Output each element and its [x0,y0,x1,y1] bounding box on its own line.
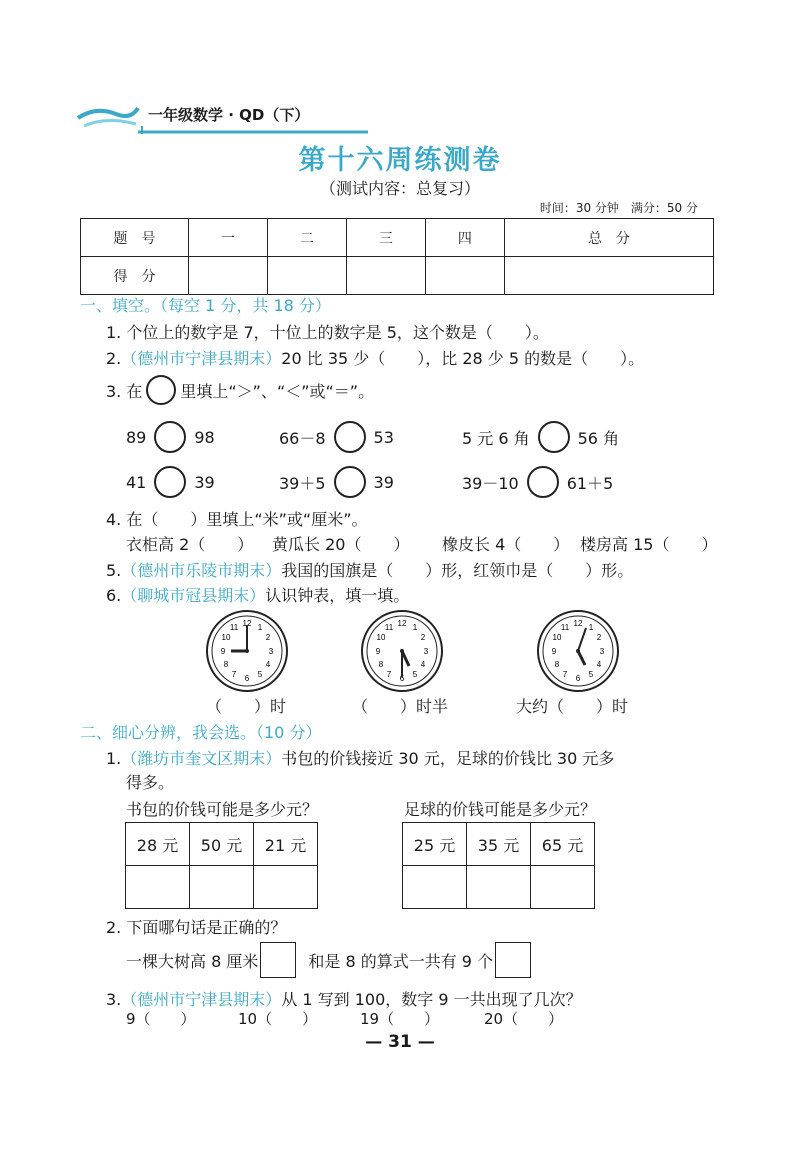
bag-question: 书包的价钱可能是多少元？ [126,800,319,819]
table-cell: 得 分 [81,257,189,295]
table-cell: 总 分 [504,219,713,257]
q3-option: 20（ ） [484,1010,564,1028]
svg-text:8: 8 [378,660,384,669]
bag-options-table [125,822,318,909]
svg-text:11: 11 [560,623,570,632]
source-tag: （德州市宁津县期末） [121,990,282,1009]
answer-cell[interactable] [190,866,254,909]
question-text: 得多。 [126,773,175,792]
svg-text:7: 7 [562,670,568,679]
svg-text:2: 2 [596,633,602,642]
score-input-cell[interactable] [425,257,504,295]
score-table [80,218,714,295]
compare-right: 39 [373,472,394,492]
page-title: 第十六周练测卷 [298,145,502,176]
svg-text:1: 1 [412,623,418,632]
question-text: 认识钟表，填一填。 [265,586,410,605]
answer-cell[interactable] [467,866,531,909]
source-tag: （潍坊市奎文区期末） [121,749,282,768]
svg-text:3: 3 [268,647,274,656]
q4-item: 橡皮长 4（ ） [442,535,570,554]
table-row [81,219,714,257]
compare-left: 89 [126,427,147,447]
compare-item [279,466,394,498]
circle-icon [146,375,176,405]
svg-text:6: 6 [575,674,581,683]
page-number: — 31 — [365,1032,435,1052]
compare-circle[interactable] [334,421,366,453]
clock-answer: （ ）时 [206,697,287,716]
svg-text:3: 3 [423,647,429,656]
svg-text:9: 9 [551,647,557,656]
compare-item [462,466,613,498]
question-1-6 [106,583,409,606]
table-cell: 21 元 [254,823,318,866]
question-text: 书包的价钱接近 30 元，足球的价钱比 30 元多 [281,749,615,768]
q3-option: 19（ ） [360,1010,440,1028]
svg-text:1: 1 [257,623,263,632]
q4-item: 黄瓜长 20（ ） [272,535,410,554]
question-number: 5. [106,561,122,580]
q3-option: 10（ ） [238,1010,318,1028]
table-cell: 四 [425,219,504,257]
table-row [403,823,595,866]
source-tag: （德州市宁津县期末） [121,349,282,368]
book-label: 一年级数学 · QD（下） [148,106,310,124]
score-input-cell[interactable] [504,257,713,295]
svg-text:12: 12 [397,619,407,628]
svg-text:6: 6 [244,674,250,683]
compare-circle[interactable] [334,466,366,498]
question-number: 2. [106,349,122,368]
svg-text:2: 2 [420,633,426,642]
svg-text:5: 5 [412,670,418,679]
page-subtitle: （测试内容：总复习） [319,179,480,198]
answer-cell[interactable] [531,866,595,909]
question-1-5 [106,558,633,581]
table-row [126,866,318,909]
table-cell: 28 元 [126,823,190,866]
clock-answer: 大约（ ）时 [516,697,629,716]
option-a-box[interactable] [260,942,296,978]
option-b-text: 和是 8 的算式一共有 9 个 [308,951,494,971]
q4-item: 楼房高 15（ ） [580,535,718,554]
question-text: 里填上“＞”、“＜”或“＝”。 [180,381,375,401]
question-2-1 [106,746,614,769]
time-score-info: 时间：30 分钟 满分：50 分 [539,201,698,215]
score-input-cell[interactable] [267,257,346,295]
question-1-2 [106,346,644,369]
svg-text:11: 11 [229,623,239,632]
svg-text:2: 2 [265,633,271,642]
svg-text:4: 4 [420,660,426,669]
table-row [81,257,714,295]
table-cell: 25 元 [403,823,467,866]
option-a-text: 一棵大树高 8 厘米 [126,951,259,971]
compare-left: 39＋5 [279,473,326,493]
compare-item [126,466,215,498]
compare-right: 56 角 [577,428,620,448]
svg-text:12: 12 [242,619,252,628]
ball-question: 足球的价钱可能是多少元？ [404,800,597,819]
question-text: 20 比 35 少（ ），比 28 少 5 的数是（ ）。 [281,349,645,368]
question-2-3 [106,987,582,1010]
clock-icon [360,609,444,693]
question-text: 3. 在 [106,381,143,401]
svg-text:6: 6 [399,674,405,683]
compare-circle[interactable] [527,466,559,498]
q4-item: 衣柜高 2（ ） [126,535,254,554]
svg-text:7: 7 [231,670,237,679]
svg-text:5: 5 [257,670,263,679]
svg-text:4: 4 [596,660,602,669]
question-1-1: 1. 个位上的数字是 7，十位上的数字是 5，这个数是（ ）。 [106,323,549,342]
svg-text:10: 10 [552,633,562,642]
compare-circle[interactable] [154,421,186,453]
svg-text:9: 9 [220,647,226,656]
section1-heading: 一、填空。（每空 1 分，共 18 分） [80,296,331,315]
option-b-box[interactable] [495,942,531,978]
answer-cell[interactable] [254,866,318,909]
svg-text:8: 8 [554,660,560,669]
compare-circle[interactable] [154,466,186,498]
table-cell: 65 元 [531,823,595,866]
svg-text:10: 10 [221,633,231,642]
svg-text:5: 5 [588,670,594,679]
source-tag: （聊城市冠县期末） [121,586,266,605]
clock-icon [205,609,289,693]
question-2-2: 2. 下面哪句话是正确的？ [106,918,287,937]
compare-left: 39－10 [462,473,519,493]
book-header [76,96,368,136]
question-text: 从 1 写到 100，数字 9 一共出现了几次？ [281,990,582,1009]
table-cell: 一 [189,219,268,257]
clock-answer: （ ）时半 [352,697,449,716]
svg-text:4: 4 [265,660,271,669]
svg-text:7: 7 [386,670,392,679]
compare-right: 53 [373,427,394,447]
svg-text:9: 9 [375,647,381,656]
question-1-3 [106,375,374,405]
question-text: 我国的国旗是（ ）形，红领巾是（ ）形。 [281,561,634,580]
svg-text:1: 1 [588,623,594,632]
compare-circle[interactable] [538,421,570,453]
svg-text:10: 10 [376,633,386,642]
compare-item [462,421,619,453]
table-cell: 三 [346,219,425,257]
source-tag: （德州市乐陵市期末） [121,561,282,580]
question-number: 6. [106,586,122,605]
q3-option: 9（ ） [126,1010,196,1028]
score-input-cell[interactable] [346,257,425,295]
question-1-4: 4. 在（ ）里填上“米”或“厘米”。 [106,510,368,529]
compare-left: 66－8 [279,428,326,448]
question-number: 3. [106,990,122,1009]
table-cell: 题 号 [81,219,189,257]
compare-right: 98 [194,427,215,447]
answer-cell[interactable] [403,866,467,909]
section2-heading: 二、细心分辨，我会选。（10 分） [80,723,322,742]
compare-right: 61＋5 [566,473,614,493]
q2-options [126,942,531,978]
clock-icon [536,609,620,693]
svg-text:8: 8 [223,660,229,669]
table-cell: 35 元 [467,823,531,866]
table-row [126,823,318,866]
svg-text:11: 11 [384,623,394,632]
score-input-cell[interactable] [189,257,268,295]
table-row [403,866,595,909]
compare-left: 41 [126,472,147,492]
compare-right: 39 [194,472,215,492]
ball-options-table [402,822,595,909]
compare-item [126,421,215,453]
question-number: 1. [106,749,122,768]
compare-left: 5 元 6 角 [462,428,530,448]
svg-text:12: 12 [573,619,583,628]
svg-text:3: 3 [599,647,605,656]
table-cell: 二 [267,219,346,257]
answer-cell[interactable] [126,866,190,909]
compare-item [279,421,394,453]
table-cell: 50 元 [190,823,254,866]
